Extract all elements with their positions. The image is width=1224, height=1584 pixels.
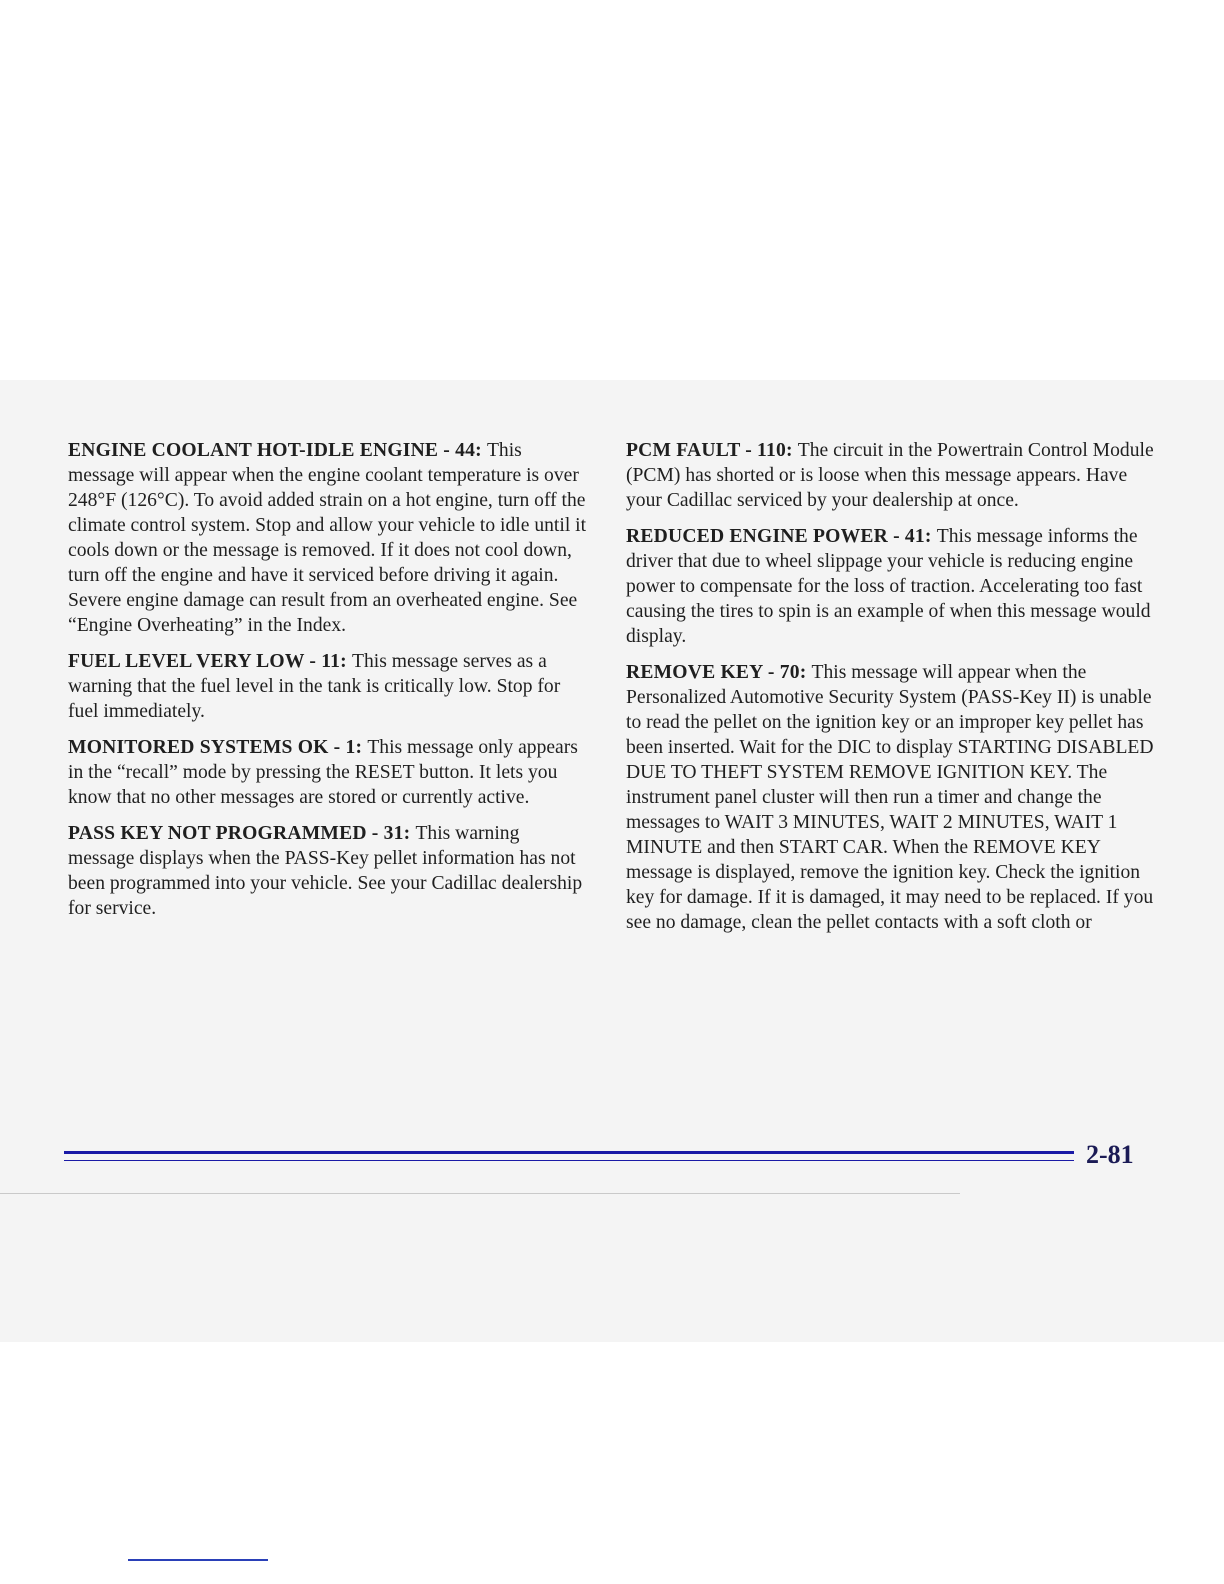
message-reduced-engine-power	[626, 524, 1160, 649]
entry-body: This message only appears in the “recall” mode by pressing the RESET button. It lets you know that no other messages are stored or currently active.	[68, 737, 578, 808]
entry-title: PASS KEY NOT PROGRAMMED - 31:	[68, 823, 416, 844]
entry-title: REDUCED ENGINE POWER - 41:	[626, 526, 937, 547]
entry-title: PCM FAULT - 110:	[626, 440, 798, 461]
message-pcm-fault	[626, 438, 1160, 513]
message-monitored-systems-ok	[68, 735, 588, 810]
message-pass-key-not-programmed	[68, 821, 588, 921]
page-number: 2-81	[1086, 1140, 1134, 1169]
entry-title: REMOVE KEY - 70:	[626, 662, 812, 683]
entry-body: This message will appear when the engine coolant temperature is over 248°F (126°C). To avoid added strain on a hot engine, turn off the climate control system. Stop and allow your vehicle to idle until it cools down or the message is removed. If it does not cool down, turn off the engine and have it serviced before driving it again. Severe engine damage can result from an overheated engine. See “Engine Overheating” in the Index.	[68, 440, 587, 636]
message-engine-coolant-hot	[68, 438, 588, 638]
left-column	[68, 438, 588, 932]
entry-title: FUEL LEVEL VERY LOW - 11:	[68, 651, 352, 672]
entry-body: This message informs the driver that due to wheel slippage your vehicle is reducing engine power to compensate for the loss of traction. Accelerating too fast causing the tires to spin is an example of when this message would display.	[626, 526, 1151, 647]
entry-title: ENGINE COOLANT HOT-IDLE ENGINE - 44:	[68, 440, 487, 461]
entry-body: This warning message displays when the PASS-Key pellet information has not been programmed into your vehicle. See your Cadillac dealership for service.	[68, 823, 583, 919]
entry-body: The circuit in the Powertrain Control Module (PCM) has shorted or is loose when this message appears. Have your Cadillac serviced by your dealership at once.	[626, 440, 1154, 511]
footer-rule-thin	[64, 1160, 1074, 1161]
bottom-accent-line	[128, 1559, 268, 1561]
message-remove-key	[626, 660, 1160, 935]
message-fuel-level-very-low	[68, 649, 588, 724]
right-column	[626, 438, 1160, 946]
entry-title: MONITORED SYSTEMS OK - 1:	[68, 737, 368, 758]
footer-rule	[64, 1151, 1074, 1154]
entry-body: This message serves as a warning that the fuel level in the tank is critically low. Stop for fuel immediately.	[68, 651, 561, 722]
entry-body: This message will appear when the Personalized Automotive Security System (PASS-Key II) is unable to read the pellet on the ignition key or an improper key pellet has been inserted. Wait for the DIC to display STARTING DISABLED DUE TO THEFT SYSTEM REMOVE IGNITION KEY. The instrument panel cluster will then run a timer and change the messages to WAIT 3 MINUTES, WAIT 2 MINUTES, WAIT 1 MINUTE and then START CAR. When the REMOVE KEY message is displayed, remove the ignition key. Check the ignition key for damage. If it is damaged, it may need to be replaced. If you see no damage, clean the pellet contacts with a soft cloth or	[626, 662, 1154, 933]
scan-divider	[0, 1193, 960, 1194]
